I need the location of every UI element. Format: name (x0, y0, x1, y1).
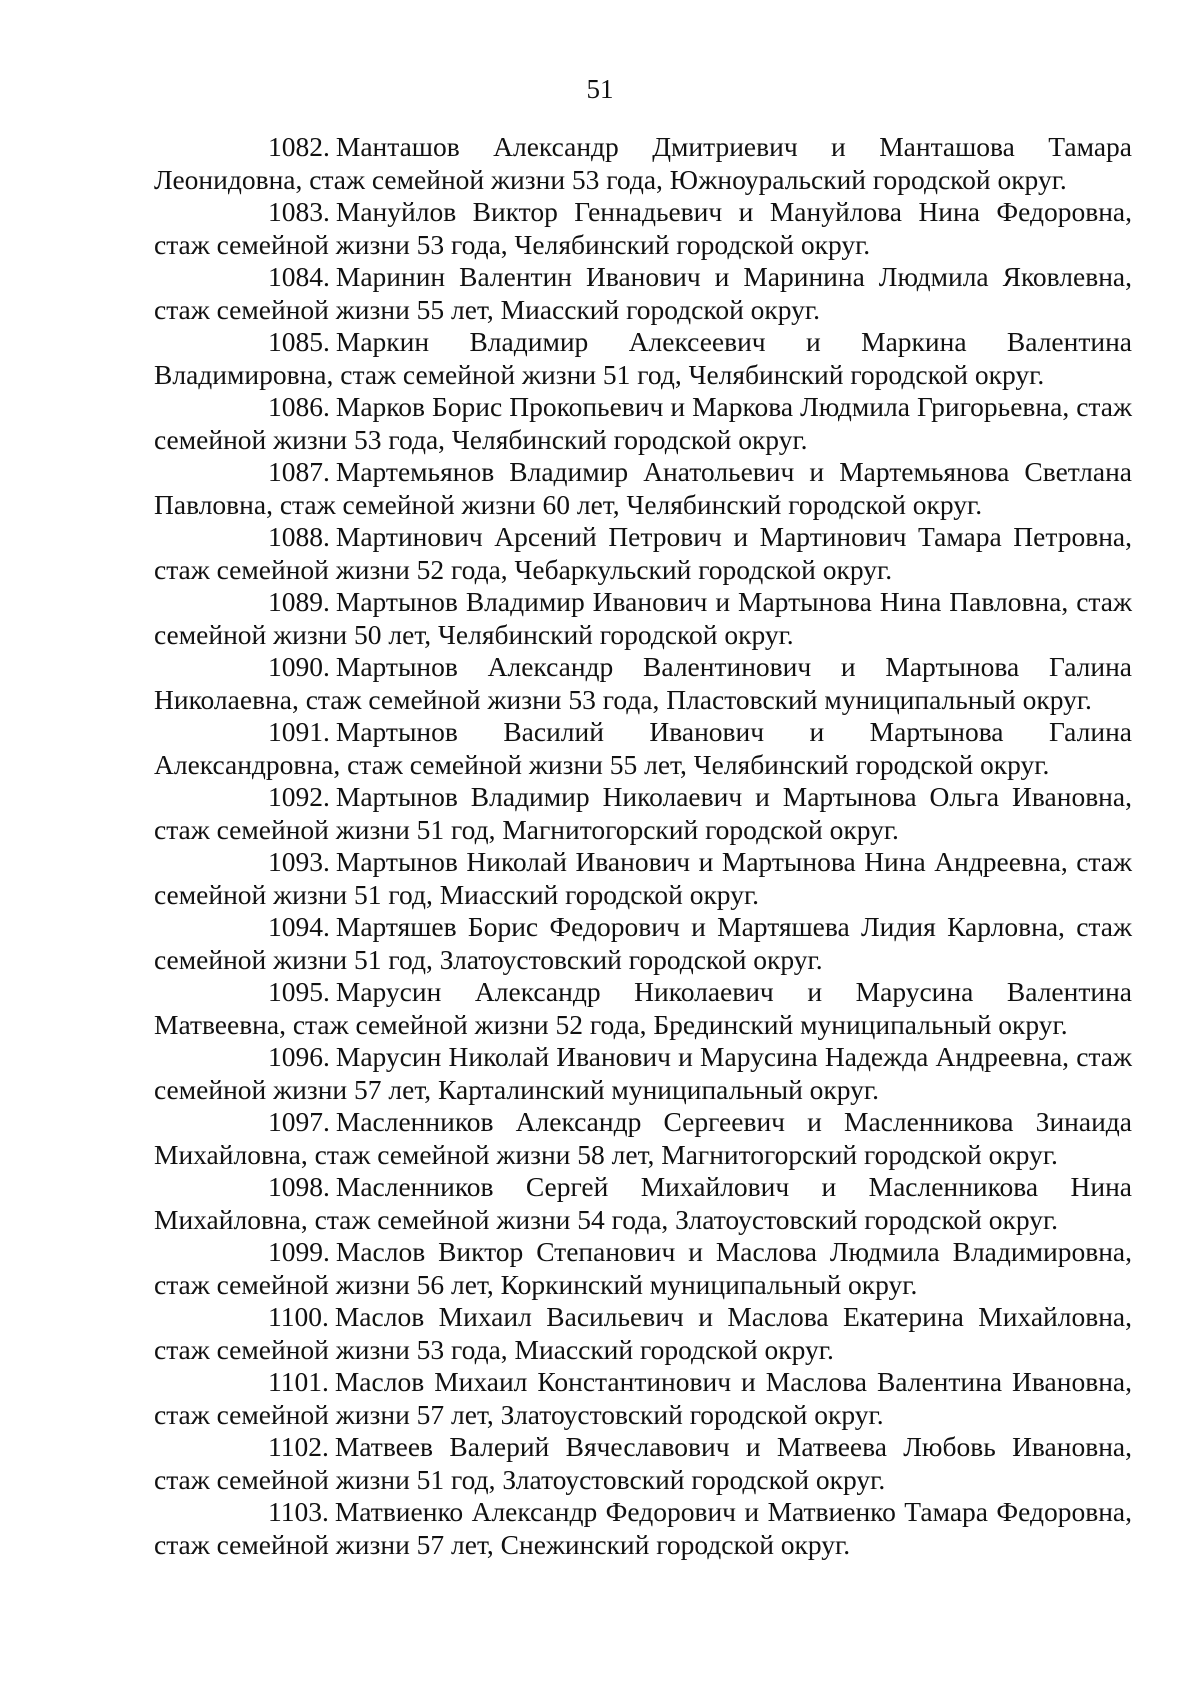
entry-text: Мартынов Александр Валентинович и Мартынова Галина Николаевна, стаж семейной жизни 53 года, Пластовский муниципальный округ. (154, 651, 1132, 715)
entry-number: 1100. (268, 1301, 329, 1332)
list-item (154, 976, 1132, 1041)
entry-text: Мартемьянов Владимир Анатольевич и Мартемьянова Светлана Павловна, стаж семейной жизни 60 лет, Челябинский городской округ. (154, 456, 1132, 520)
list-item (154, 586, 1132, 651)
list-item (154, 1106, 1132, 1171)
list-item (154, 911, 1132, 976)
entry-text: Мартынов Владимир Николаевич и Мартынова Ольга Ивановна, стаж семейной жизни 51 год, Магнитогорский городской округ. (154, 781, 1132, 845)
entry-text: Масленников Сергей Михайлович и Масленникова Нина Михайловна, стаж семейной жизни 54 года, Златоустовский городской округ. (154, 1171, 1132, 1235)
entry-number: 1090. (268, 651, 330, 682)
entry-number: 1096. (268, 1041, 330, 1072)
entry-text: Маринин Валентин Иванович и Маринина Людмила Яковлевна, стаж семейной жизни 55 лет, Миасский городской округ. (154, 261, 1132, 325)
entry-text: Матвиенко Александр Федорович и Матвиенко Тамара Федоровна, стаж семейной жизни 57 лет, Снежинский городской округ. (154, 1496, 1132, 1560)
entry-number: 1094. (268, 911, 330, 942)
list-item (154, 1301, 1132, 1366)
entry-number: 1101. (268, 1366, 329, 1397)
list-item (154, 716, 1132, 781)
entry-text: Мануйлов Виктор Геннадьевич и Мануйлова Нина Федоровна, стаж семейной жизни 53 года, Челябинский городской округ. (154, 196, 1132, 260)
list-item (154, 781, 1132, 846)
list-item (154, 196, 1132, 261)
entry-number: 1102. (268, 1431, 329, 1462)
entry-text: Масленников Александр Сергеевич и Масленникова Зинаида Михайловна, стаж семейной жизни 58 лет, Магнитогорский городской округ. (154, 1106, 1132, 1170)
entry-number: 1086. (268, 391, 330, 422)
entry-text: Мартынов Николай Иванович и Мартынова Нина Андреевна, стаж семейной жизни 51 год, Миасский городской округ. (154, 846, 1132, 910)
entry-number: 1092. (268, 781, 330, 812)
entry-text: Мартинович Арсений Петрович и Мартинович Тамара Петровна, стаж семейной жизни 52 года, Чебаркульский городской округ. (154, 521, 1132, 585)
list-item (154, 131, 1132, 196)
list-item (154, 1366, 1132, 1431)
list-item (154, 521, 1132, 586)
entry-number: 1095. (268, 976, 330, 1007)
entry-number: 1098. (268, 1171, 330, 1202)
entry-text: Мартяшев Борис Федорович и Мартяшева Лидия Карловна, стаж семейной жизни 51 год, Златоустовский городской округ. (154, 911, 1132, 975)
page-number: 51 (586, 74, 614, 104)
entry-text: Марков Борис Прокопьевич и Маркова Людмила Григорьевна, стаж семейной жизни 53 года, Челябинский городской округ. (154, 391, 1132, 455)
entry-number: 1087. (268, 456, 330, 487)
entry-number: 1091. (268, 716, 330, 747)
entry-number: 1099. (268, 1236, 330, 1267)
entry-number: 1097. (268, 1106, 330, 1137)
entry-text: Маркин Владимир Алексеевич и Маркина Валентина Владимировна, стаж семейной жизни 51 год, Челябинский городской округ. (154, 326, 1132, 390)
list-item (154, 326, 1132, 391)
list-item (154, 456, 1132, 521)
list-item (154, 1041, 1132, 1106)
list-item (154, 651, 1132, 716)
entry-text: Марусин Александр Николаевич и Марусина Валентина Матвеевна, стаж семейной жизни 52 года, Брединский муниципальный округ. (154, 976, 1132, 1040)
list-item (154, 1171, 1132, 1236)
list-item (154, 846, 1132, 911)
entry-number: 1103. (268, 1496, 329, 1527)
entry-text: Мартынов Василий Иванович и Мартынова Галина Александровна, стаж семейной жизни 55 лет, Челябинский городской округ. (154, 716, 1132, 780)
entry-number: 1082. (268, 131, 330, 162)
entry-text: Маслов Михаил Васильевич и Маслова Екатерина Михайловна, стаж семейной жизни 53 года, Миасский городской округ. (154, 1301, 1132, 1365)
entry-list (154, 131, 1132, 1561)
entry-number: 1084. (268, 261, 330, 292)
entry-number: 1089. (268, 586, 330, 617)
entry-number: 1088. (268, 521, 330, 552)
list-item (154, 1431, 1132, 1496)
entry-number: 1085. (268, 326, 330, 357)
entry-text: Маслов Михаил Константинович и Маслова Валентина Ивановна, стаж семейной жизни 57 лет, Златоустовский городской округ. (154, 1366, 1132, 1430)
entry-text: Матвеев Валерий Вячеславович и Матвеева Любовь Ивановна, стаж семейной жизни 51 год, Златоустовский городской округ. (154, 1431, 1132, 1495)
entry-text: Мартынов Владимир Иванович и Мартынова Нина Павловна, стаж семейной жизни 50 лет, Челябинский городской округ. (154, 586, 1132, 650)
list-item (154, 261, 1132, 326)
list-item (154, 391, 1132, 456)
list-item (154, 1236, 1132, 1301)
entry-text: Марусин Николай Иванович и Марусина Надежда Андреевна, стаж семейной жизни 57 лет, Карталинский муниципальный округ. (154, 1041, 1132, 1105)
entry-number: 1093. (268, 846, 330, 877)
entry-text: Маслов Виктор Степанович и Маслова Людмила Владимировна, стаж семейной жизни 56 лет, Коркинский муниципальный округ. (154, 1236, 1132, 1300)
list-item (154, 1496, 1132, 1561)
entry-number: 1083. (268, 196, 330, 227)
entry-text: Манташов Александр Дмитриевич и Манташова Тамара Леонидовна, стаж семейной жизни 53 года, Южноуральский городской округ. (154, 131, 1132, 195)
